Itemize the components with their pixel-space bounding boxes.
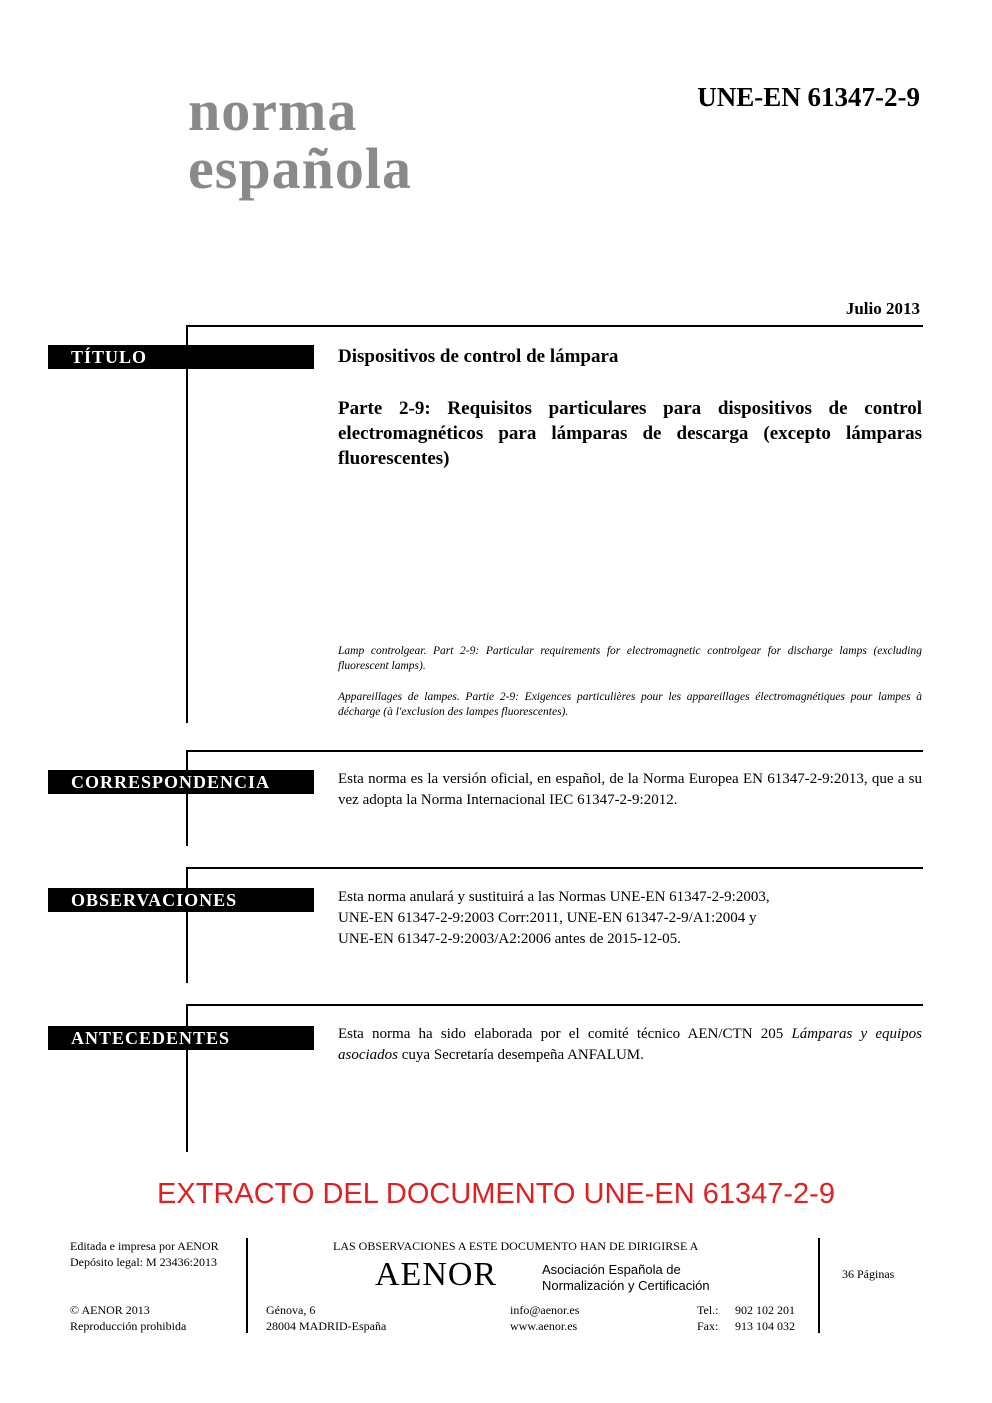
- aenor-association: [542, 1262, 710, 1294]
- label-titulo: TÍTULO: [48, 345, 314, 369]
- antecedentes-text-pre: Esta norma ha sido elaborada por el comité técnico AEN/CTN 205: [338, 1026, 792, 1042]
- correspondencia-text: Esta norma es la versión oficial, en español, de la Norma Europea EN 61347-2-9:2013, que a su vez adopta la Norma Internacional IEC 61347-2-9:2012.: [338, 771, 922, 808]
- footer-deposit: Depósito legal: M 23436:2013: [70, 1255, 217, 1269]
- title-main: Dispositivos de control de lámpara: [338, 346, 619, 367]
- label-observaciones: OBSERVACIONES: [48, 888, 314, 912]
- title-sub: Parte 2-9: Requisitos particulares para dispositivos de control electromagnéticos para lámparas de descarga (excepto lámparas fluorescentes): [338, 398, 922, 469]
- footer-divider: [818, 1238, 820, 1333]
- publication-date: Julio 2013: [845, 299, 920, 318]
- section-rule: [186, 750, 188, 846]
- footer-notice: LAS OBSERVACIONES A ESTE DOCUMENTO HAN DE DIRIGIRSE A: [333, 1239, 699, 1253]
- address-street: Génova, 6: [266, 1303, 316, 1317]
- brand-line-1: norma: [188, 78, 358, 143]
- observaciones-text: [338, 887, 922, 950]
- page-count: 36 Páginas: [842, 1267, 895, 1281]
- section-divider: [188, 867, 923, 869]
- footer-divider: [246, 1238, 248, 1333]
- label-correspondencia: CORRESPONDENCIA: [48, 770, 314, 794]
- section-divider: [188, 1004, 923, 1006]
- observaciones-line-1: Esta norma anulará y sustituirá a las Normas UNE-EN 61347-2-9:2003,: [338, 889, 770, 905]
- label-antecedentes: ANTECEDENTES: [48, 1026, 314, 1050]
- footer-publisher: [70, 1238, 219, 1270]
- tel-number: 902 102 201: [735, 1303, 795, 1317]
- footer-phone-labels: [697, 1302, 719, 1334]
- extract-watermark: EXTRACTO DEL DOCUMENTO UNE-EN 61347-2-9: [157, 1178, 835, 1210]
- footer-phone-values: [735, 1302, 795, 1334]
- observaciones-line-2: UNE-EN 61347-2-9:2003 Corr:2011, UNE-EN 61347-2-9/A1:2004 y: [338, 910, 757, 926]
- aenor-logo: AENOR: [375, 1256, 498, 1293]
- footer-reproduction: Reproducción prohibida: [70, 1319, 187, 1333]
- antecedentes-text: [338, 1024, 922, 1066]
- aenor-assoc-line-1: Asociación Española de: [542, 1262, 681, 1277]
- fax-label: Fax:: [697, 1319, 719, 1333]
- aenor-assoc-line-2: Normalización y Certificación: [542, 1278, 710, 1293]
- title-english: Lamp controlgear. Part 2-9: Particular requirements for electromagnetic controlgear for discharge lamps (excluding fluorescent lamps).: [338, 645, 922, 672]
- committee-name: Lámparas y equipos asociados: [338, 1026, 923, 1063]
- section-rule: [186, 867, 188, 983]
- section-divider: [188, 750, 923, 752]
- footer-contact: [510, 1302, 579, 1334]
- title-french: Appareillages de lampes. Partie 2-9: Exigences particulières pour les appareillages électromagnétiques pour lampes à décharge (à l'exclusion des lampes fluorescentes).: [338, 691, 922, 718]
- contact-web[interactable]: www.aenor.es: [510, 1319, 578, 1333]
- footer-address: [266, 1302, 386, 1334]
- brand-title: [188, 78, 412, 201]
- section-rule: [186, 325, 188, 723]
- fax-number: 913 104 032: [735, 1319, 795, 1333]
- standard-code: UNE-EN 61347-2-9: [697, 82, 920, 112]
- tel-label: Tel.:: [697, 1303, 719, 1317]
- brand-line-2: española: [188, 136, 412, 201]
- contact-email[interactable]: info@aenor.es: [510, 1303, 580, 1317]
- footer-edited: Editada e impresa por AENOR: [70, 1239, 219, 1253]
- antecedentes-text-post: cuya Secretaría desempeña ANFALUM.: [398, 1047, 644, 1063]
- footer-copyright: © AENOR 2013: [70, 1303, 150, 1317]
- observaciones-line-3: UNE-EN 61347-2-9:2003/A2:2006 antes de 2015-12-05.: [338, 931, 681, 947]
- section-divider: [188, 325, 923, 327]
- address-city: 28004 MADRID-España: [266, 1319, 387, 1333]
- footer-rights: [70, 1302, 186, 1334]
